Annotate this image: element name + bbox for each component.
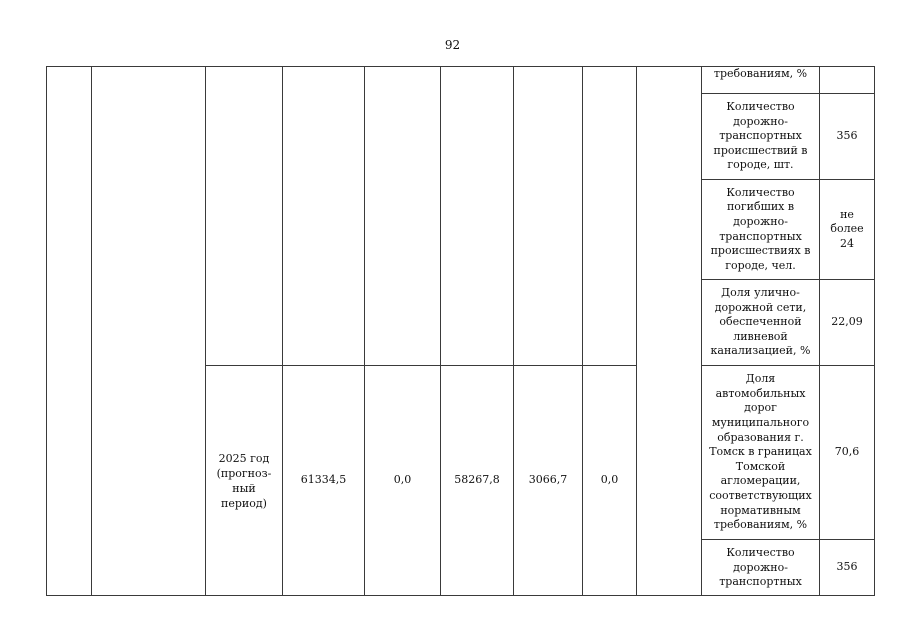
indicator-value: 356	[820, 540, 875, 596]
value-local: 3066,7	[514, 366, 583, 596]
period-cell	[206, 366, 283, 596]
indicator-value: 22,09	[820, 280, 875, 366]
indicator-value	[820, 67, 875, 94]
indicator-value: 70,6	[820, 366, 875, 540]
indicator-value: 356	[820, 94, 875, 180]
empty-cell-federal-prev	[365, 67, 441, 366]
value-total: 61334,5	[283, 366, 365, 596]
indicator-label: Доля автомобильных дорог муниципального образования г. Томск в границах Томской агломерации, соответствующих нормативным требованиям, %	[702, 366, 820, 540]
empty-cell-col9	[637, 67, 702, 596]
value-other: 0,0	[583, 366, 637, 596]
empty-cell-col1	[47, 67, 92, 596]
empty-cell-local-prev	[514, 67, 583, 366]
empty-cell-regional-prev	[441, 67, 514, 366]
empty-cell-other-prev	[583, 67, 637, 366]
indicator-label: Доля улично-дорожной сети, обеспеченной ливневой канализацией, %	[702, 280, 820, 366]
table-row	[47, 67, 875, 94]
indicator-label: требованиям, %	[702, 67, 820, 94]
indicator-label: Количество дорожно-транспортных	[702, 540, 820, 596]
page-number: 92	[444, 38, 461, 52]
value-regional: 58267,8	[441, 366, 514, 596]
empty-cell-col2	[92, 67, 206, 596]
value-federal: 0,0	[365, 366, 441, 596]
period-line: 2025 год	[218, 451, 270, 465]
period-line: (прогноз-	[216, 466, 272, 480]
period-line: ный период)	[221, 481, 267, 510]
program-table	[46, 66, 875, 596]
empty-cell-period-prev	[206, 67, 283, 366]
indicator-label: Количество погибших в дорожно-транспортных происшествиях в городе, чел.	[702, 180, 820, 280]
indicator-label: Количество дорожно-транспортных происшествий в городе, шт.	[702, 94, 820, 180]
indicator-value: не более 24	[820, 180, 875, 280]
empty-cell-total-prev	[283, 67, 365, 366]
